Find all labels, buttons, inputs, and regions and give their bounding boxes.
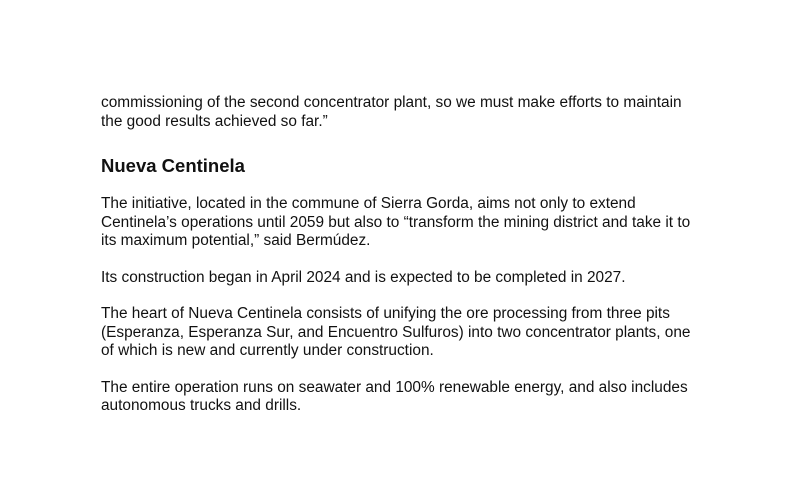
- article-body: [101, 94, 701, 416]
- paragraph-processing: The heart of Nueva Centinela consists of unifying the ore processing from three pits (Esperanza, Esperanza Sur, and Encuentro Sulfuros) into two concentrator plants, one of which is new and currently under construction.: [101, 305, 691, 359]
- paragraph-construction: Its construction began in April 2024 and is expected to be completed in 2027.: [101, 268, 626, 286]
- section-heading: Nueva Centinela: [101, 155, 245, 176]
- paragraph-energy: The entire operation runs on seawater and 100% renewable energy, and also includes autonomous trucks and drills.: [101, 378, 688, 414]
- intro-paragraph: commissioning of the second concentrator plant, so we must make efforts to maintain the good results achieved so far.”: [101, 94, 682, 130]
- paragraph-initiative: The initiative, located in the commune of Sierra Gorda, aims not only to extend Centinela’s operations until 2059 but also to “transform the mining district and take it to its maximum potential,” said Bermúdez.: [101, 195, 691, 249]
